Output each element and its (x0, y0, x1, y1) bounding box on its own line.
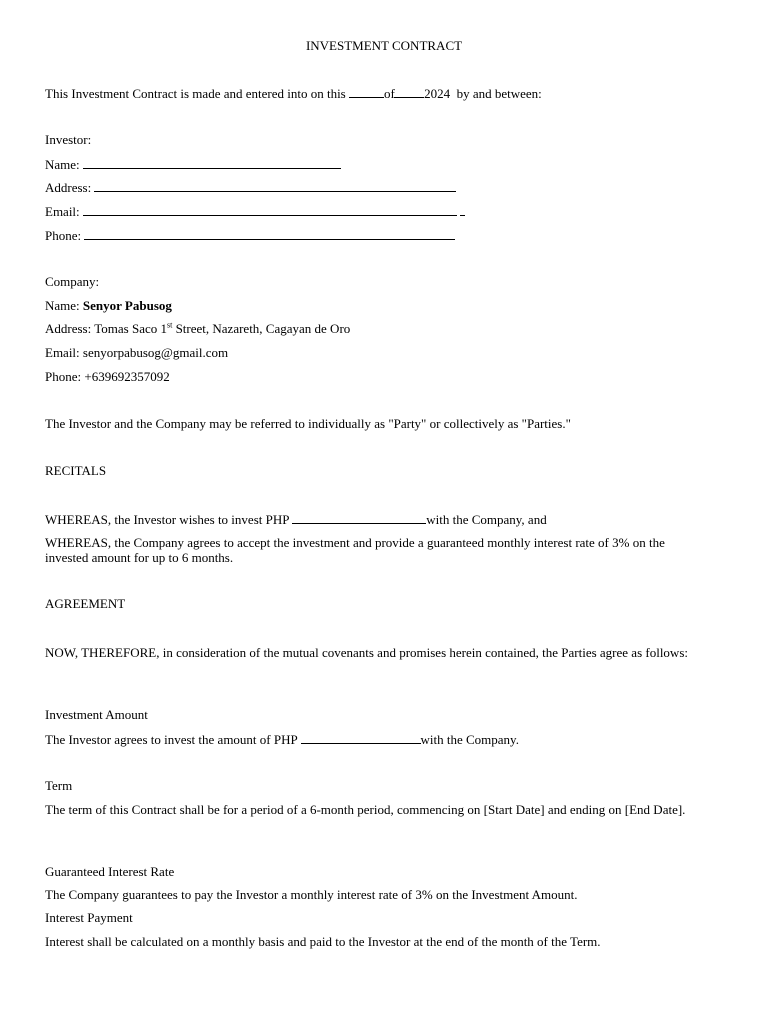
guaranteed-rate-paragraph: The Company guarantees to pay the Investor a monthly interest rate of 3% on the Investment Amount. (45, 887, 578, 902)
parties-paragraph: The Investor and the Company may be referred to individually as "Party" or collectively as "Parties." (45, 416, 571, 431)
investment-amount-paragraph (45, 731, 519, 748)
company-email-value: senyorpabusog@gmail.com (82, 345, 229, 360)
interest-payment-heading: Interest Payment (45, 910, 133, 925)
company-phone-value: +639692357092 (84, 369, 170, 384)
investment-amount-pre: The Investor agrees to invest the amount of PHP (45, 732, 298, 747)
company-address-post: Street, Nazareth, Cagayan de Oro (175, 321, 351, 336)
investor-email-field[interactable] (83, 203, 457, 216)
company-address-label: Address: (45, 321, 92, 336)
company-address-pre: Tomas Saco 1 (94, 321, 167, 336)
investment-amount-blank[interactable] (301, 731, 421, 744)
investor-phone-row (45, 227, 455, 244)
investor-name-field[interactable] (83, 156, 341, 169)
investor-email-label: Email: (45, 204, 80, 219)
company-address-row (45, 321, 350, 337)
investor-email-row (45, 203, 465, 220)
invest-amount-blank[interactable] (292, 511, 426, 524)
month-blank[interactable] (394, 85, 424, 98)
term-heading: Term (45, 778, 73, 793)
investor-name-label: Name: (45, 157, 80, 172)
intro-suffix: by and between: (456, 86, 542, 101)
investor-address-label: Address: (45, 180, 92, 195)
investor-phone-field[interactable] (84, 227, 455, 240)
whereas-1-post: with the Company, and (426, 512, 547, 527)
investor-email-field-tail (460, 203, 465, 216)
whereas-1 (45, 511, 547, 528)
intro-year: 2024 (424, 86, 451, 101)
intro-prefix: This Investment Contract is made and entered into on this (45, 86, 346, 101)
intro-line (45, 85, 542, 102)
company-phone-row (45, 369, 170, 385)
day-blank[interactable] (349, 85, 384, 98)
agreement-heading: AGREEMENT (45, 596, 126, 611)
whereas-2: WHEREAS, the Company agrees to accept the investment and provide a guaranteed monthly interest rate of 3% on the invested amount for up to 6 months. (45, 535, 665, 565)
company-name-value: Senyor Pabusog (82, 298, 172, 313)
company-email-row (45, 345, 228, 361)
company-phone-label: Phone: (45, 369, 82, 384)
company-name-label: Name: (45, 298, 80, 313)
company-email-label: Email: (45, 345, 80, 360)
investor-phone-label: Phone: (45, 228, 82, 243)
whereas-1-pre: WHEREAS, the Investor wishes to invest PHP (45, 512, 289, 527)
recitals-heading: RECITALS (45, 463, 107, 478)
agreement-paragraph: NOW, THEREFORE, in consideration of the mutual covenants and promises herein contained, the Parties agree as follows: (45, 645, 688, 660)
company-name-row (45, 298, 172, 314)
interest-payment-paragraph: Interest shall be calculated on a monthly basis and paid to the Investor at the end of the month of the Term. (45, 934, 601, 949)
document-title: INVESTMENT CONTRACT (305, 38, 463, 53)
investment-amount-post: with the Company. (420, 732, 519, 747)
investment-amount-heading: Investment Amount (45, 707, 148, 722)
term-paragraph: The term of this Contract shall be for a period of a 6-month period, commencing on [Start Date] and ending on [End Date]. (45, 802, 686, 817)
company-address-sup: st (166, 320, 173, 330)
investor-name-row (45, 156, 341, 173)
investor-heading: Investor: (45, 132, 92, 147)
investor-address-row (45, 179, 456, 196)
investor-address-field[interactable] (94, 179, 456, 192)
guaranteed-rate-heading: Guaranteed Interest Rate (45, 864, 175, 879)
intro-of: of (384, 86, 395, 101)
company-heading: Company: (45, 274, 100, 289)
